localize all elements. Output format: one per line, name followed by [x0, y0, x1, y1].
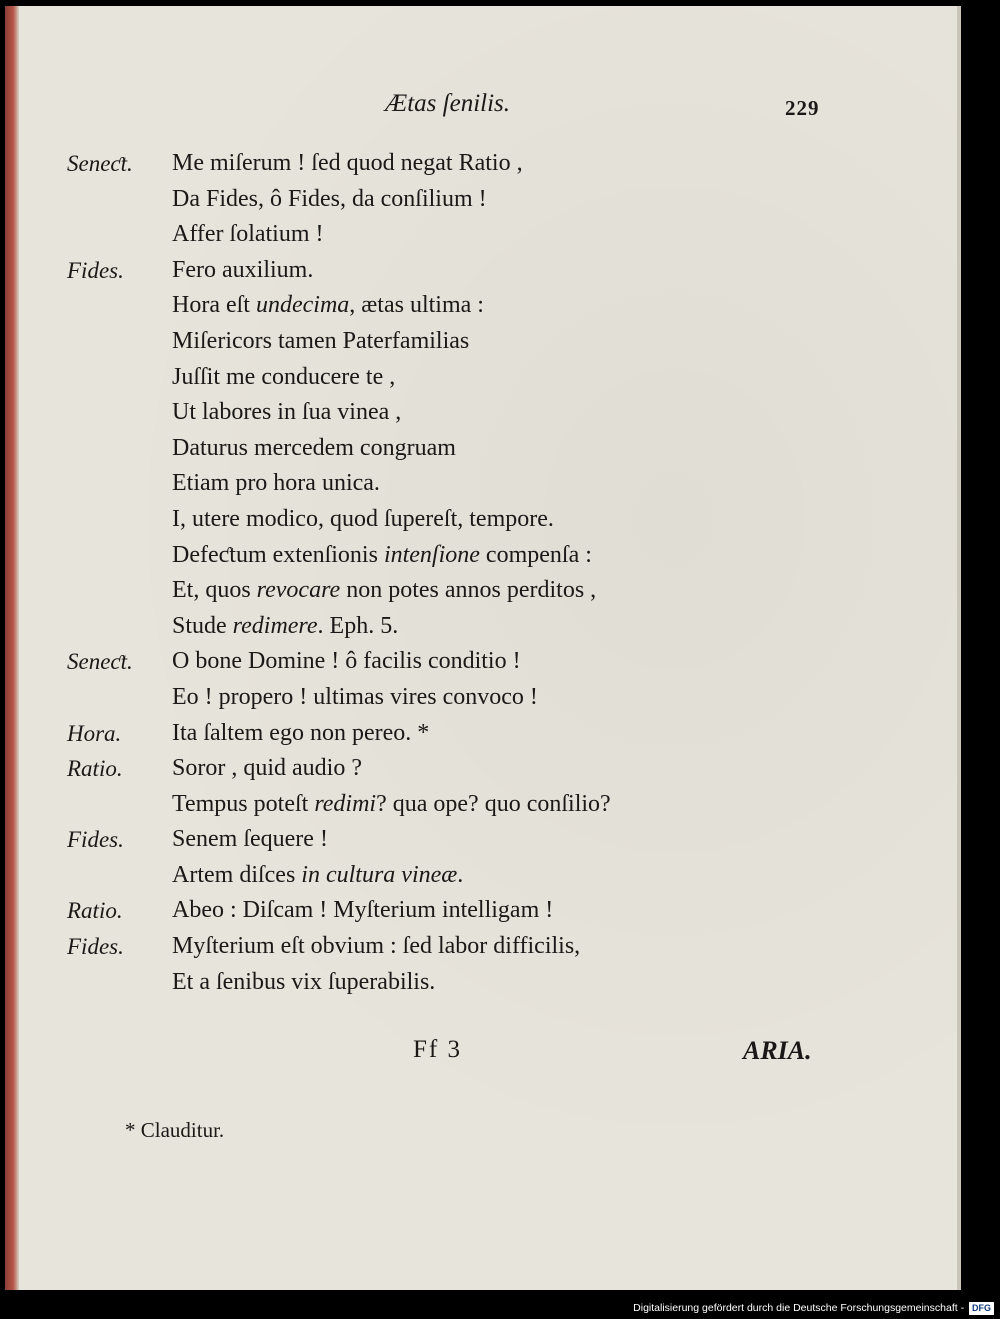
text-segment: Defeƈtum extenſionis	[172, 541, 384, 568]
verse-line	[5, 502, 961, 538]
text-segment: Et a ſenibus vix ſuperabilis.	[172, 968, 436, 995]
verse-line	[5, 395, 961, 431]
verse-line	[5, 680, 961, 716]
verse-line	[5, 217, 961, 253]
text-segment: Eo ! propero ! ultimas vires convoco !	[172, 683, 538, 710]
verse-line	[5, 466, 961, 502]
speaker-label: Seneƈt.	[67, 151, 133, 176]
verse-line	[5, 716, 961, 752]
dfg-logo: DFG	[969, 1302, 994, 1315]
verse-text	[172, 893, 553, 929]
verse-line	[5, 929, 961, 965]
text-segment: , ætas ultima :	[349, 292, 484, 319]
text-segment: Da Fides, ô Fides, da conſilium !	[172, 185, 487, 212]
verse-text	[172, 716, 429, 752]
verse-line	[5, 893, 961, 929]
text-segment: Soror , quid audio ?	[172, 755, 362, 782]
text-segment: . Eph. 5.	[317, 612, 399, 639]
speaker-label: Fides.	[67, 934, 124, 960]
verse-text	[172, 787, 611, 823]
verse-text	[172, 573, 596, 609]
verse-text	[172, 822, 328, 858]
credit-text: Digitalisierung gefördert durch die Deutsche Forschungsgemeinschaft -	[633, 1302, 965, 1314]
verse-text	[172, 680, 538, 716]
verse-line	[5, 182, 961, 218]
verse-text	[172, 431, 456, 467]
verse-text	[172, 965, 435, 1001]
verse-text	[172, 360, 395, 396]
verse-line	[5, 538, 961, 574]
verse-text	[172, 324, 469, 360]
speaker-label: Fides.	[67, 827, 124, 853]
italic-text: undecima	[255, 292, 350, 319]
text-segment: Tempus poteſt	[172, 790, 315, 817]
verse-text	[172, 253, 313, 289]
text-segment: ? qua ope? quo conſilio?	[376, 790, 611, 817]
text-segment: Miſericors tamen Paterfamilias	[172, 327, 470, 354]
speaker-label: Hora.	[67, 720, 122, 746]
page-number: 229	[785, 96, 820, 120]
text-segment: Hora eſt	[172, 292, 256, 319]
text-segment: I, utere modico, quod ſupereſt, tempore.	[172, 505, 554, 532]
verse-text	[172, 609, 398, 645]
italic-text: revocare	[256, 577, 341, 604]
text-segment: Me miſerum ! ſed quod negat Ratio ,	[172, 150, 523, 176]
speaker-label: Ratio.	[67, 898, 123, 924]
verse-line	[5, 965, 961, 1001]
speaker-label: Seneƈt.	[67, 649, 133, 675]
speaker-label: Ratio.	[67, 756, 123, 782]
verse-text	[172, 288, 484, 324]
verse-text	[172, 858, 463, 894]
verse-line	[5, 787, 961, 823]
verse-line	[5, 822, 961, 858]
verse-text	[172, 644, 521, 680]
footnote: * Clauditur.	[125, 1118, 225, 1142]
verse-line	[5, 146, 961, 182]
verse-text	[172, 395, 401, 431]
verse-text	[172, 146, 523, 182]
verse-line	[5, 609, 961, 645]
verse-lines	[5, 146, 961, 1000]
text-segment: Senem ſequere !	[172, 826, 328, 853]
text-segment: Daturus mercedem congruam	[172, 434, 456, 461]
speaker-label: Fides.	[67, 257, 124, 283]
book-page	[5, 6, 961, 1290]
verse-text	[172, 182, 487, 218]
verse-text	[172, 929, 580, 965]
verse-line	[5, 858, 961, 894]
verse-text	[172, 502, 554, 538]
text-segment: non potes annos perditos ,	[340, 577, 597, 604]
verse-line	[5, 253, 961, 289]
italic-text: redimere	[232, 612, 318, 639]
text-segment: Etiam pro hora unica.	[172, 470, 380, 497]
text-segment: Stude	[172, 612, 233, 639]
text-segment: Ut labores in ſua vinea ,	[172, 399, 402, 426]
running-head	[5, 90, 961, 130]
italic-text: redimi	[314, 790, 377, 817]
catchword: ARIA.	[743, 1036, 812, 1065]
verse-line	[5, 360, 961, 396]
verse-line	[5, 288, 961, 324]
verse-line	[5, 573, 961, 609]
text-segment: Myſterium eſt obvium : ſed labor difficilis,	[172, 933, 581, 960]
text-segment: Et, quos	[172, 577, 257, 604]
verse-line	[5, 751, 961, 787]
verse-text	[172, 466, 380, 502]
verse-text	[172, 217, 324, 253]
italic-text: in cultura vineæ	[301, 861, 458, 888]
text-segment: Fero auxilium.	[172, 256, 314, 283]
text-segment: Juſſit me conducere te ,	[172, 363, 396, 390]
text-segment: Affer ſolatium !	[172, 221, 324, 248]
verse-line	[5, 431, 961, 467]
text-segment: Artem diſces	[172, 861, 302, 888]
verse-line	[5, 644, 961, 680]
running-title: Ætas ſenilis.	[385, 90, 511, 117]
text-segment: Ita ſaltem ego non pereo. *	[172, 719, 430, 746]
verse-text	[172, 751, 362, 787]
signature-mark: Ff 3	[413, 1036, 462, 1063]
verse-text	[172, 538, 592, 574]
text-segment: O bone Domine ! ô facilis conditio !	[172, 648, 521, 675]
text-segment: compenſa :	[479, 541, 592, 568]
text-segment: Abeo : Diſcam ! Myſterium intelligam !	[172, 897, 554, 924]
italic-text: intenſione	[383, 541, 480, 568]
digitization-credit	[633, 1299, 994, 1317]
text-segment: .	[457, 861, 464, 888]
verse-line	[5, 324, 961, 360]
